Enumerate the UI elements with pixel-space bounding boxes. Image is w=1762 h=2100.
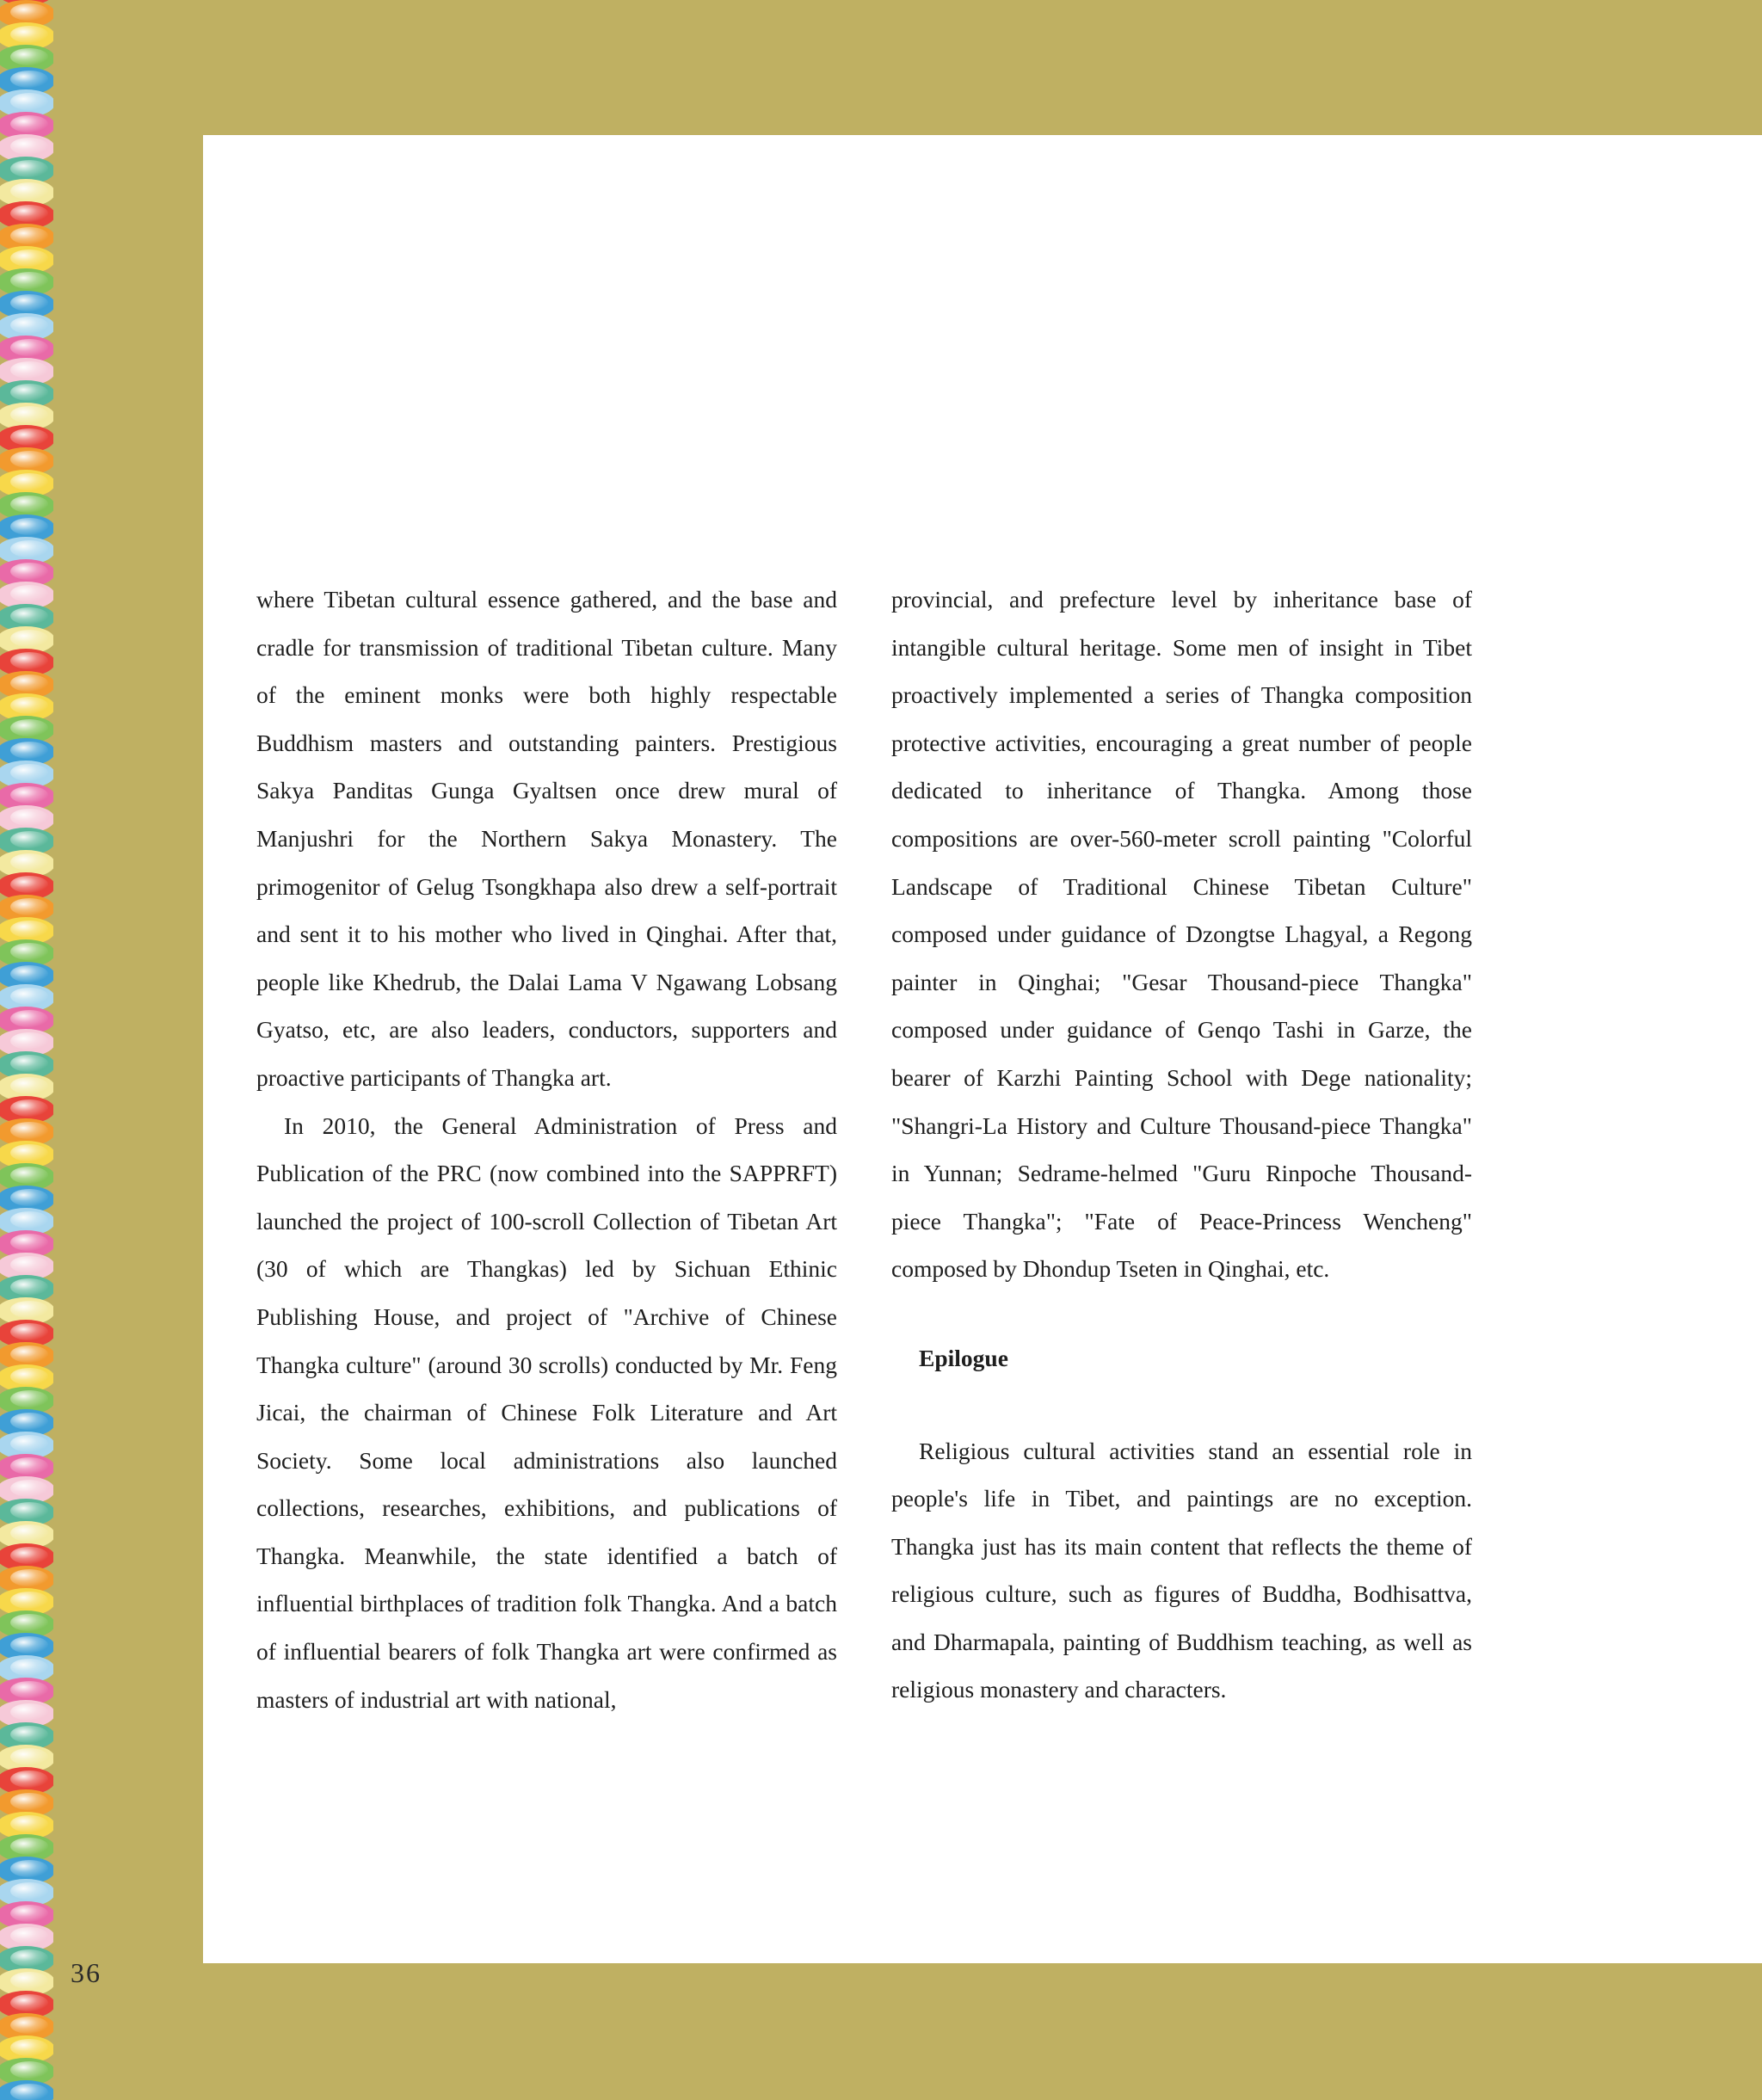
bead-highlight [10,786,48,804]
bead-highlight [10,988,48,1005]
bead-highlight [10,1480,48,1497]
bead-pattern-icon [0,0,53,2100]
bead-highlight [10,921,48,938]
bead-highlight [10,1256,48,1273]
bead-highlight [10,1927,48,1944]
bead-highlight [10,1010,48,1027]
bead-highlight [10,1838,48,1855]
right-text-column [891,576,1472,1714]
bead-highlight [10,182,48,200]
bead-highlight [10,138,48,155]
bead-highlight [10,1278,48,1296]
bead-highlight [10,1323,48,1340]
bead-highlight [10,160,48,177]
bead-highlight [10,1636,48,1654]
page-sheet [203,135,1762,1963]
bead-highlight [10,115,48,132]
bead-highlight [10,1994,48,2011]
bead-highlight [10,496,48,513]
bead-highlight [10,1882,48,1900]
body-paragraph: where Tibetan cultural essence gathered, and the base and cradle for transmission of traditional Tibetan culture. Many of the eminent monks were both highly respectable Buddhism masters and outstanding painters. Prestigious Sakya Panditas Gunga Gyaltsen once drew mural of Manjushri for the Northern Sakya Monastery. The primogenitor of Gelug Tsongkhapa also drew a self-portrait and sent it to his mother who lived in Qinghai. After that, people like Khedrub, the Dalai Lama V Ngawang Lobsang Gyatso, etc, are also leaders, conductors, supporters and proactive participants of Thangka art. [256,586,837,1091]
bead-highlight [10,652,48,669]
bead-highlight [10,406,48,423]
bead-highlight [10,1032,48,1050]
section-heading: Epilogue [919,1344,1008,1371]
bead-highlight [10,1614,48,1631]
bead-highlight [10,540,48,557]
bead-highlight [10,2061,48,2078]
bead-highlight [10,674,48,692]
bead-highlight [10,742,48,759]
bead-highlight [10,272,48,289]
bead-highlight [10,1547,48,1564]
bead-highlight [10,1189,48,1206]
bead-highlight [10,384,48,401]
bead-highlight [10,1077,48,1094]
bead-highlight [10,71,48,88]
bead-highlight [10,563,48,580]
bead-highlight [10,1301,48,1318]
bead-highlight [10,876,48,893]
bead-highlight [10,2017,48,2034]
bead-highlight [10,607,48,625]
bead-highlight [10,1815,48,1832]
bead-highlight [10,1346,48,1363]
bead-highlight [10,205,48,222]
bead-highlight [10,428,48,446]
bead-highlight [10,1167,48,1184]
bead-highlight [10,1211,48,1229]
bead-highlight [10,1569,48,1586]
bead-highlight [10,1592,48,1609]
bead-highlight [10,294,48,311]
bead-highlight [10,1793,48,1810]
body-paragraph: Religious cultural activities stand an essential role in people's life in Tibet, and paintings are no exception. Thangka just has its main content that reflects the theme of religious culture, such as figures of Buddha, Bodhisattva, and Dharmapala, painting of Buddhism teaching, as well as religious monastery and characters. [891,1437,1472,1703]
body-paragraph: In 2010, the General Administration of Press and Publication of the PRC (now combined into the SAPPRFT) launched the project of 100-scroll Collection of Tibetan Art (30 of which are Thangkas) led by Sichuan Ethinic Publishing House, and project of "Archive of Chinese Thangka culture" (around 30 scrolls) conducted by Mr. Feng Jicai, the chairman of Chinese Folk Literature and Art Society. Some local administrations also launched collections, researches, exhibitions, and publications of Thangka. Meanwhile, the state identified a batch of influential birthplaces of tradition folk Thangka. And a batch of influential bearers of folk Thangka art were confirmed as masters of industrial art with national, [256,1112,837,1713]
bead-highlight [10,1949,48,1967]
bead-highlight [10,1413,48,1430]
bead-highlight [10,1771,48,1788]
bead-highlight [10,1659,48,1676]
bead-highlight [10,1748,48,1765]
bead-highlight [10,48,48,65]
bead-highlight [10,93,48,110]
bead-highlight [10,317,48,334]
bead-highlight [10,1099,48,1117]
bead-highlight [10,339,48,356]
bead-highlight [10,2039,48,2056]
bead-highlight [10,1055,48,1072]
bead-highlight [10,518,48,535]
bead-highlight [10,898,48,915]
bead-highlight [10,1905,48,1922]
bead-highlight [10,1390,48,1407]
bead-highlight [10,1860,48,1877]
body-paragraph: provincial, and prefecture level by inheritance base of intangible cultural heritage. Some men of insight in Tibet proactively implemented a series of Thangka composition protective activities, encouraging a great number of people dedicated to inheritance of Thangka. Among those compositions are over-560-meter scroll painting "Colorful Landscape of Traditional Chinese Tibetan Culture" composed under guidance of Dzongtse Lhagyal, a Regong painter in Qinghai; "Gesar Thousand-piece Thangka" composed under guidance of Genqo Tashi in Garze, the bearer of Karzhi Painting School with Dege nationality; "Shangri-La History and Culture Thousand-piece Thangka" in Yunnan; Sedrame-helmed "Guru Rinpoche Thousand-piece Thangka"; "Fate of Peace-Princess Wencheng" composed by Dhondup Tseten in Qinghai, etc. [891,586,1472,1283]
bead-highlight [10,227,48,244]
bead-highlight [10,853,48,871]
bead-highlight [10,1726,48,1743]
bead-highlight [10,1972,48,1989]
page-number: 36 [71,1957,102,1988]
bead-highlight [10,1457,48,1475]
bead-highlight [10,1368,48,1385]
bead-highlight [10,630,48,647]
bead-highlight [10,1524,48,1542]
bead-highlight [10,1502,48,1519]
bead-highlight [10,1122,48,1139]
bead-highlight [10,965,48,982]
bead-highlight [10,26,48,43]
bead-highlight [10,719,48,736]
decorative-bead-strip [0,0,53,2100]
bead-highlight [10,1234,48,1251]
bead-highlight [10,1435,48,1452]
bead-highlight [10,473,48,490]
bead-highlight [10,585,48,602]
bead-highlight [10,1681,48,1698]
bead-highlight [10,831,48,848]
left-text-column [256,576,837,1723]
bead-highlight [10,697,48,714]
bead-highlight [10,1703,48,1721]
bead-highlight [10,1144,48,1161]
bead-highlight [10,451,48,468]
bead-highlight [10,943,48,960]
bead-highlight [10,249,48,267]
bead-highlight [10,361,48,379]
bead-highlight [10,809,48,826]
bead-highlight [10,764,48,781]
bead-highlight [10,3,48,21]
